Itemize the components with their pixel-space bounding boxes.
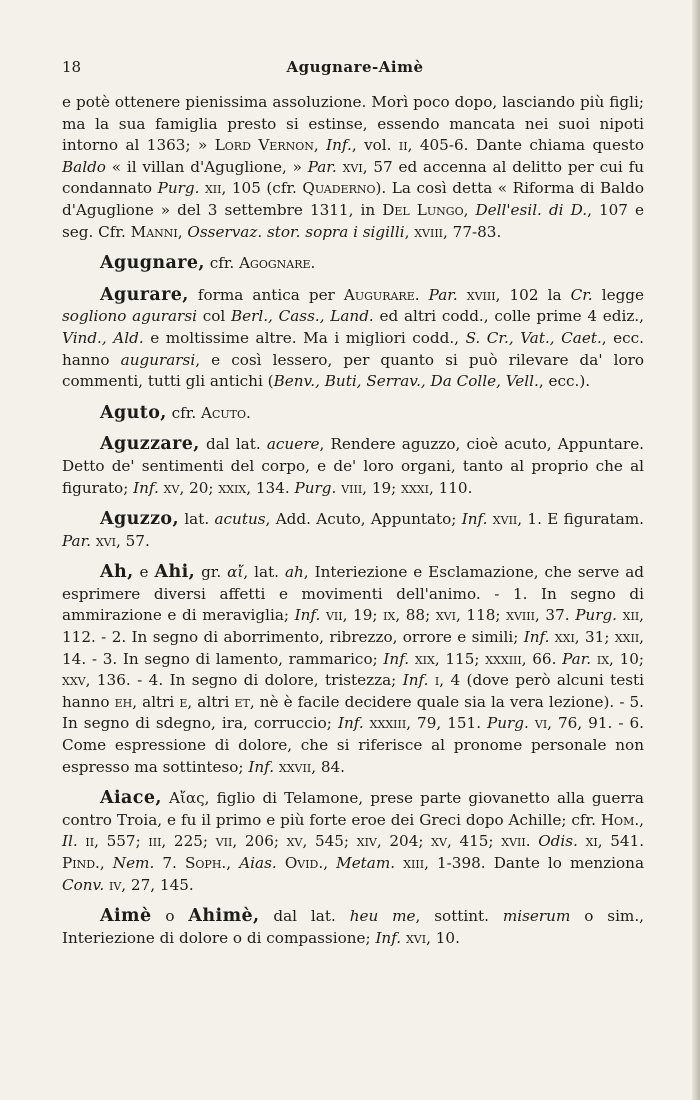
italic-text: ah: [284, 563, 304, 582]
entry-text: ,: [313, 136, 327, 155]
entry-text: , 1-398. Dante lo menziona: [424, 854, 645, 872]
entry-text: , 4 (dove però alcuni testi hanno: [62, 671, 644, 711]
entry-text: , 19;: [342, 606, 384, 625]
italic-text: acutus: [214, 510, 266, 529]
italic-text: Benv., Buti, Serrav., Da Colle, Vell.: [273, 372, 539, 391]
entry-text: , 225;: [161, 832, 216, 851]
entry-text: e potè ottenere pienissima assoluzione. Morì poco dopo, lasciando più figli; ma la sua famiglia presto si estinse, essendo mancata nei suoi nipoti intorno al 1363; »: [62, 93, 644, 155]
italic-text: Aias.: [239, 854, 277, 872]
entry-text: , 84.: [311, 757, 345, 776]
entry-aguto: [62, 403, 644, 425]
small-caps-text: xvi: [342, 157, 363, 176]
entry-text: ,: [404, 222, 415, 241]
headword: Aguzzo,: [100, 509, 179, 530]
entry-text: , Rendere aguzzo, cioè acuto, Appuntare. Detto de' sentimenti del corpo, e de' loro organi, tanto al proprio che al figurato;: [62, 435, 645, 497]
entry-text: 7.: [154, 854, 185, 872]
entry-text: cfr.: [204, 254, 240, 273]
entry-text: , 134.: [246, 478, 295, 497]
entry-text: ,: [226, 854, 240, 872]
entry-text: , sottint.: [415, 907, 503, 926]
entry-text: ,: [323, 854, 337, 872]
small-caps-text: iv: [108, 875, 122, 894]
italic-text: Purg.: [487, 714, 529, 733]
headword: Ah,: [100, 562, 134, 583]
entry-text: , 37.: [534, 606, 576, 625]
entry-text: , 76, 91. - 6. Come espressione di dolore, che si riferisce al pronome personale non espresso ma sottinteso;: [62, 714, 644, 776]
entry-text: ,: [463, 200, 476, 219]
entry-text: , altri: [132, 692, 180, 711]
italic-text: Par.: [62, 531, 92, 550]
small-caps-text: ii: [85, 832, 95, 851]
headword: Aiace,: [100, 788, 162, 809]
entry-text: [395, 854, 403, 872]
entry-ah-ahi: [62, 562, 644, 778]
entry-continuation: [62, 92, 644, 243]
small-caps-text: xxxiii: [369, 714, 407, 733]
small-caps-text: Augurare: [343, 285, 415, 304]
entry-aguzzo: [62, 509, 644, 552]
italic-text: Berl., Cass., Land.: [230, 307, 374, 326]
small-caps-text: xii: [622, 606, 640, 625]
italic-text: Inf.: [294, 606, 321, 625]
italic-text: Purg.: [157, 179, 200, 198]
italic-text: Inf.: [383, 649, 410, 668]
italic-text: Inf.: [248, 757, 275, 776]
entry-text: , e così lessero, per quanto si può rilevare da' loro commenti, tutti gli antichi (: [62, 350, 644, 391]
small-caps-text: xv: [286, 832, 303, 851]
entry-text: , nè è facile decidere quale sia la vera lezione). - 5. In segno di sdegno, ira, corruccio;: [62, 692, 645, 733]
small-caps-text: ix: [383, 606, 396, 625]
entry-text: , 79, 151.: [406, 714, 488, 733]
small-caps-text: xv: [431, 832, 447, 851]
italic-text: Nem.: [112, 854, 155, 872]
headword: Agugnare,: [100, 253, 205, 274]
small-caps-text: Acuto: [201, 403, 247, 422]
small-caps-text: xxi: [554, 628, 575, 647]
entry-text: , 66.: [521, 649, 563, 668]
italic-text: αἴ: [227, 563, 244, 582]
running-title: Agugnare-Aimè: [286, 58, 424, 76]
entry-text: , 20;: [179, 478, 219, 497]
entry-text: e: [133, 563, 155, 582]
entry-text: , 204;: [376, 832, 432, 851]
headword: Aimè: [100, 906, 152, 927]
small-caps-text: xviii: [506, 606, 535, 625]
italic-text: Conv.: [62, 875, 105, 894]
small-caps-text: xv: [163, 478, 180, 497]
italic-text: Odis.: [538, 832, 578, 851]
entry-text: .: [310, 254, 316, 273]
entry-text: cfr.: [166, 403, 201, 422]
small-caps-text: xiii: [403, 854, 425, 872]
entry-text: Αἴας, figlio di Telamone, prese parte giovanetto alla guerra contro Troia, e fu il primo e più forte eroe dei Greci dopo Achille; cfr.: [62, 789, 644, 829]
small-caps-text: xix: [414, 649, 435, 668]
page-number: 18: [62, 58, 82, 76]
small-caps-text: e: [179, 692, 188, 711]
entry-text: o: [151, 907, 189, 926]
italic-text: Baldo: [62, 157, 106, 176]
entry-text: gr.: [195, 563, 228, 582]
small-caps-text: vi: [534, 714, 548, 733]
small-caps-text: vii: [215, 832, 233, 851]
entry-text: , 136. - 4. In segno di dolore, tristezza;: [85, 671, 403, 690]
entry-text: e moltissime altre. Ma i migliori codd.,: [143, 328, 466, 347]
small-caps-text: Manni: [130, 222, 178, 241]
italic-text: Par.: [307, 157, 337, 176]
italic-text: augurarsi: [120, 350, 196, 369]
small-caps-text: vii: [325, 606, 343, 625]
entry-text: , 115;: [434, 649, 486, 668]
entry-text: , 88;: [395, 606, 436, 625]
italic-text: Inf.: [523, 628, 550, 647]
entry-text: , 107 e seg. Cfr.: [62, 200, 645, 241]
entry-text: , 557;: [94, 832, 149, 851]
page-header: [62, 58, 648, 82]
entry-text: , 19;: [362, 478, 402, 497]
small-caps-text: Del Lungo: [382, 200, 464, 219]
entry-text: , 1. E figuratam.: [517, 510, 644, 529]
small-caps-text: eh: [114, 692, 133, 711]
page-body: [62, 92, 644, 959]
entry-text: , vol.: [351, 136, 399, 155]
italic-text: Inf.: [133, 478, 159, 497]
italic-text: S. Cr., Vat., Caet.: [465, 328, 602, 347]
entry-agugnare: [62, 253, 644, 275]
entry-text: ). La così detta « Riforma di Baldo d'Aguglione » del 3 settembre 1311, in: [62, 179, 644, 219]
entry-text: , Interiezione e Esclamazione, che serve ad esprimere diversi affetti e movimenti dell'animo. - 1. In segno di ammirazione e di meraviglia;: [62, 563, 645, 625]
entry-text: , 110.: [428, 478, 473, 497]
headword: Aguzzare,: [100, 434, 200, 455]
entry-text: , 57 ed accenna al delitto per cui fu condannato: [62, 157, 644, 198]
entry-text: , ecc. hanno: [62, 328, 644, 369]
entry-text: , Add. Acuto, Appuntato;: [265, 510, 462, 529]
small-caps-text: xvi: [435, 606, 456, 625]
entry-text: dal lat.: [259, 907, 350, 926]
small-caps-text: xvii: [501, 832, 526, 851]
italic-text: acuere: [266, 435, 320, 454]
italic-text: Inf.: [326, 136, 352, 155]
entry-text: , 105 (cfr.: [221, 179, 303, 198]
small-caps-text: xvi: [405, 928, 427, 947]
small-caps-text: xxxiii: [485, 649, 522, 668]
small-caps-text: Soph.: [185, 854, 227, 872]
small-caps-text: ix: [596, 649, 610, 668]
entry-text: ,: [639, 810, 644, 829]
entry-text: , 14. - 3. In segno di lamento, rammarico;: [62, 628, 644, 668]
entry-text: , lat.: [243, 563, 285, 582]
small-caps-text: xvi: [95, 531, 116, 550]
entry-text: legge: [592, 285, 645, 304]
entry-text: , 545;: [302, 832, 357, 851]
italic-text: Cr.: [570, 285, 593, 304]
small-caps-text: Lord Vernon: [214, 136, 314, 155]
entry-text: , 77-83.: [443, 222, 502, 241]
entry-aguzzare: [62, 434, 644, 499]
entry-text: .: [414, 285, 429, 304]
small-caps-text: xxxi: [401, 478, 429, 497]
italic-text: Metam.: [336, 854, 396, 872]
italic-text: Par.: [428, 285, 458, 304]
small-caps-text: xxv: [62, 671, 86, 690]
small-caps-text: viii: [341, 478, 363, 497]
small-caps-text: xxii: [614, 628, 640, 647]
small-caps-text: iii: [148, 832, 162, 851]
small-caps-text: Quaderno: [302, 179, 376, 198]
headword: Ahi,: [154, 562, 196, 583]
small-caps-text: Agognare: [239, 254, 311, 273]
italic-text: sogliono agurarsi: [62, 307, 197, 326]
entry-agurare: [62, 285, 644, 393]
small-caps-text: et: [234, 692, 250, 711]
entry-aime: [62, 906, 644, 949]
entry-text: ,: [99, 854, 113, 872]
entry-text: ,: [177, 222, 188, 241]
italic-text: Vind., Ald.: [62, 328, 144, 347]
small-caps-text: Hom.: [600, 810, 640, 829]
italic-text: Il.: [62, 832, 78, 851]
page-edge: [692, 0, 700, 1100]
entry-text: [277, 854, 285, 872]
italic-text: Inf.: [402, 671, 429, 690]
entry-aiace: [62, 788, 644, 896]
entry-text: [458, 286, 467, 304]
entry-text: [578, 832, 586, 850]
entry-text: , 31;: [574, 628, 615, 647]
small-caps-text: ii: [398, 136, 408, 155]
entry-text: .: [246, 403, 251, 422]
entry-text: o sim., Interiezione di dolore o di compassione;: [62, 907, 644, 947]
italic-text: miserum: [502, 907, 571, 926]
small-caps-text: Ovid.: [284, 854, 324, 872]
entry-text: , 10.: [426, 928, 460, 947]
entry-text: , 27, 145.: [121, 875, 194, 894]
italic-text: Purg.: [575, 606, 618, 625]
italic-text: Inf.: [375, 928, 402, 947]
entry-text: lat.: [178, 510, 215, 529]
small-caps-text: xiv: [356, 832, 377, 851]
entry-text: forma antica per: [188, 285, 344, 304]
italic-text: Dell'esil. di D.: [475, 200, 588, 219]
entry-text: , 10;: [609, 649, 645, 668]
italic-text: Inf.: [337, 714, 364, 733]
entry-text: , 57.: [115, 531, 150, 550]
italic-text: Purg.: [294, 478, 337, 497]
small-caps-text: xvii: [492, 510, 518, 529]
entry-text: , 118;: [455, 606, 507, 625]
entry-text: , 112. - 2. In segno di aborrimento, ribrezzo, orrore e simili;: [62, 606, 644, 647]
small-caps-text: i: [434, 671, 440, 690]
entry-text: « il villan d'Aguglione, »: [105, 157, 308, 176]
entry-text: , ecc.).: [538, 372, 591, 391]
entry-text: col: [196, 307, 231, 326]
small-caps-text: Pind.: [62, 854, 100, 872]
small-caps-text: xii: [204, 179, 222, 198]
entry-text: .: [525, 832, 539, 851]
small-caps-text: xviii: [466, 285, 496, 304]
italic-text: Inf.: [461, 510, 488, 529]
entry-text: , 206;: [232, 832, 287, 851]
small-caps-text: xviii: [414, 222, 444, 241]
entry-text: , altri: [187, 692, 235, 711]
italic-text: Osservaz. stor. sopra i sigilli: [187, 222, 405, 241]
headword: Aguto,: [100, 402, 167, 423]
small-caps-text: xxvii: [278, 757, 312, 776]
entry-text: , 102 la: [495, 285, 571, 304]
small-caps-text: xi: [585, 832, 598, 851]
headword: Agurare,: [100, 284, 189, 305]
headword: Ahimè,: [188, 906, 260, 927]
entry-text: , 541.: [597, 832, 645, 851]
entry-text: ed altri codd., colle prime 4 ediz.,: [373, 307, 644, 326]
italic-text: Par.: [562, 649, 592, 668]
entry-text: dal lat.: [199, 435, 267, 454]
small-caps-text: xxix: [218, 478, 247, 497]
entry-text: , 405-6. Dante chiama questo: [407, 136, 644, 155]
italic-text: heu me: [349, 907, 416, 926]
entry-text: , 415;: [446, 832, 502, 851]
